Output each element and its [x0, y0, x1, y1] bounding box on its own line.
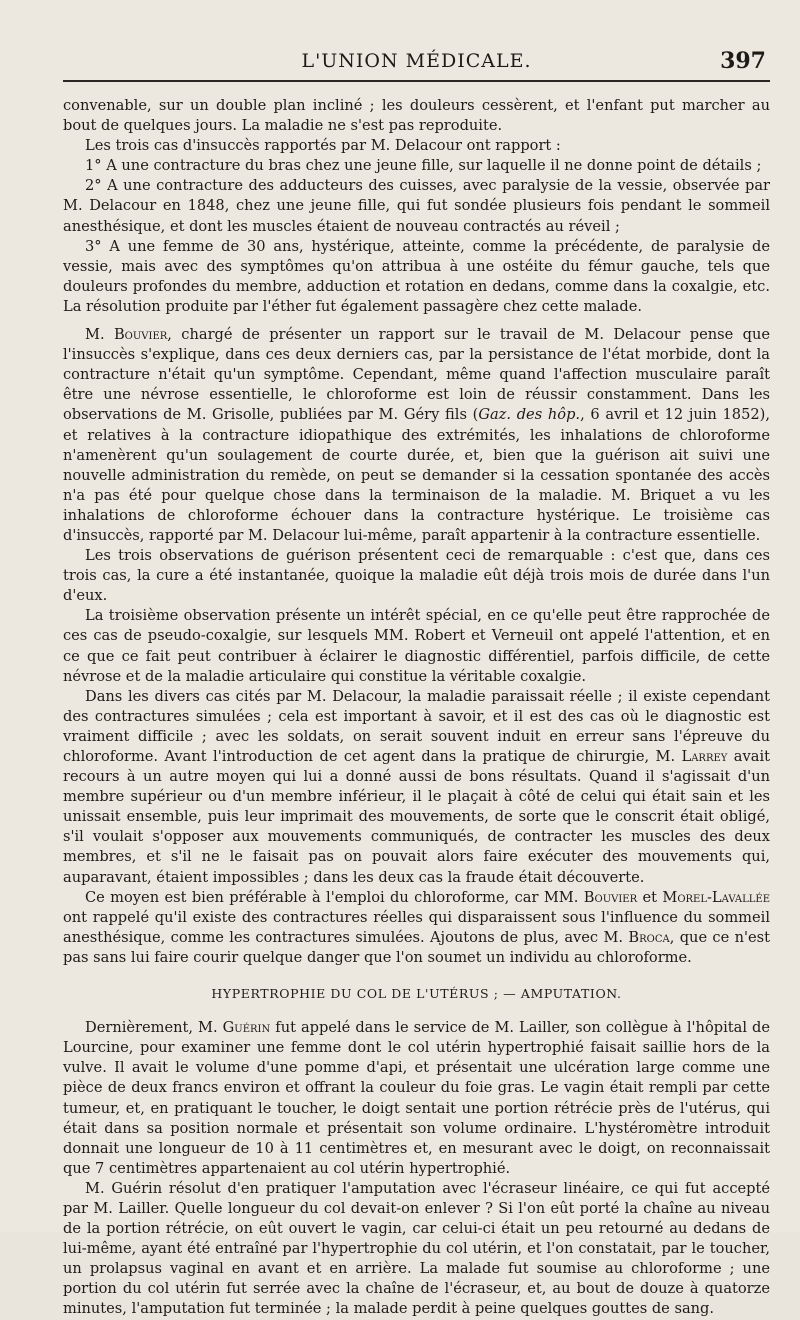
running-title: L'UNION MÉDICALE. [301, 50, 532, 72]
paragraph-third-observation: La troisième observation présente un intérêt spécial, en ce qu'elle peut être rapprochée de ces cas de pseudo-coxalgie, sur lesquels MM. Robert et Verneuil ont appelé l'attention, et en ce que ce fait peut contribuer à éclairer le diagnostic différentiel, parfois difficile, de cette névrose et de la maladie articulaire qui constitue la véritable coxalgie. [63, 607, 770, 685]
paragraph-cures: Les trois observations de guérison présentent ceci de remarquable : c'est que, dans ces trois cas, la cure a été instantanée, quoique la maladie eût déjà trois mois de durée dans l'un d'eux. [63, 547, 770, 605]
author-name: Bouvier [583, 888, 638, 906]
author-name: Guérin [222, 1019, 271, 1037]
paragraph-amputation: M. Guérin résolut d'en pratiquer l'amputation avec l'écraseur linéaire, ce qui fut accepté par M. Lailler. Quelle longueur du col devait-on enlever ? Si l'on eût porté la chaîne au niveau de la portion rétrécie, on eût ouvert le vagin, car celui-ci était un peu retourné au dedans de lui-même, ayant été entraîné par l'hypertrophie du col utérin, et l'on constatait, par le toucher, un prolapsus vaginal en avant et en arrière. La malade fut soumise au chloroforme ; une portion du col utérin fut serrée avec la chaîne de l'écraseur, et, au bout de douze à quatorze minutes, l'amputation fut terminée ; la malade perdit à peine quelques gouttes de sang. [63, 1179, 770, 1318]
author-name: Larrey [681, 748, 728, 765]
paragraph-case-1: 1° A une contracture du bras chez une jeune fille, sur laquelle il ne donne point de détails ; [85, 157, 762, 175]
paragraph-guerin-case: Dernièrement, M. Guérin fut appelé dans le service de M. Lailler, son collègue à l'hôpital de Lourcine, pour examiner une femme dont le col utérin hypertrophié faisait saillie hors de la vulve. Il avait le volume d'une pomme d'api, et présentait une ulcération large comme une pièce de deux francs environ et offrant la couleur du foie gras. Le vagin était rempli par cette tumeur, et, en pratiquant le toucher, le doigt sentait une portion rétrécie près de l'utérus, qui était dans sa position normale et présentait son volume ordinaire. L'hystéromètre introduit donnait une longueur de 10 à 11 centimètres et, en mesurant avec le doigt, on reconnaissait que 7 centimètres appartenaient au col utérin hypertrophié. [63, 1019, 770, 1177]
paragraph-case-3: 3° A une femme de 30 ans, hystérique, atteinte, comme la précédente, de paralysie de vessie, mais avec des symptômes qu'on attribua à une ostéite du fémur gauche, tels que douleurs profondes du membre, adduction et rotation en dedans, comme dans la coxalgie, etc. La résolution produite par l'éther fut également passagère chez cette malade. [63, 237, 770, 315]
paragraph-simulated-contractures: Dans les divers cas cités par M. Delacour, la maladie paraissait réelle ; il existe cependant des contractures simulées ; cela est important à savoir, et il est des cas où le diagnostic est vraiment difficile ; avec les soldats, on serait souvent induit en erreur sans l'épreuve du chloroforme. Avant l'introduction de cet agent dans la pratique de chirurgie, M. Larrey avait recours à un autre moyen qui lui a donné aussi de bons résultats. Quand il s'agissait d'un membre supérieur ou d'un membre inférieur, il le plaçait à côté de celui qui était sain et les unissait ensemble, puis leur imprimait des mouvements, de sorte que le conscrit était obligé, s'il voulait s'opposer aux mouvements communiqués, de contracter les muscles des deux membres, et s'il ne le faisait pas on pouvait alors faire exécuter des mouvements qui, auparavant, étaient impossibles ; dans les deux cas la fraude était découverte. [63, 687, 770, 886]
paragraph-continuation: convenable, sur un double plan incliné ; les douleurs cessèrent, et l'enfant put marcher au bout de quelques jours. La maladie ne s'est pas reproduite. [63, 97, 770, 135]
article-body [63, 96, 770, 1320]
page-header [63, 46, 770, 82]
author-name: Bouvier [113, 326, 168, 344]
page-number: 397 [720, 48, 766, 74]
paragraph-chloroform: Ce moyen est bien préférable à l'emploi du chloroforme, car MM. Bouvier et Morel-Lavallée ont rappelé qu'il existe des contractures réelles qui disparaissent sous l'influence du sommeil anesthésique, comme les contractures simulées. Ajoutons de plus, avec M. Broca, que ce n'est pas sans lui faire courir quelque danger que l'on soumet un individu au chloroforme. [63, 888, 770, 966]
paragraph-case-2: 2° A une contracture des adducteurs des cuisses, avec paralysie de la vessie, observée par M. Delacour en 1848, chez une jeune fille, qui fut sondée plusieurs fois pendant le sommeil anesthésique, et dont les muscles étaient de nouveau contractés au réveil ; [63, 177, 770, 235]
paragraph-bouvier-report: M. Bouvier, chargé de présenter un rapport sur le travail de M. Delacour pense que l'insuccès s'explique, dans ces deux derniers cas, par la persistance de l'état morbide, dont la contracture n'était qu'un symptôme. Cependant, même quand l'affection musculaire paraît être une névrose essentielle, le chloroforme est loin de réussir constamment. Dans les observations de M. Grisolle, publiées par M. Géry fils (Gaz. des hôp., 6 avril et 12 juin 1852), et relatives à la contracture idiopathique des extrémités, les inhalations de chloroforme n'amenèrent qu'un soulagement de courte durée, et, bien que la guérison ait suivi une nouvelle administration du remède, on peut se demander si la cessation spontanée des accès n'a pas été pour quelque chose dans la terminaison de la maladie. M. Briquet a vu les inhalations de chloroforme échouer dans la contracture hystérique. Le troisième cas d'insuccès, rapporté par M. Delacour lui-même, paraît appartenir à la contracture essentielle. [63, 326, 770, 544]
author-name: Broca [628, 928, 670, 946]
section-heading: HYPERTROPHIE DU COL DE L'UTÉRUS ; — AMPUTATION. [211, 986, 622, 1002]
author-name: Morel-Lavallée [662, 888, 770, 906]
journal-citation: Gaz. des hôp. [478, 406, 581, 424]
paragraph-insuccess-intro: Les trois cas d'insuccès rapportés par M. Delacour ont rapport : [85, 137, 561, 155]
